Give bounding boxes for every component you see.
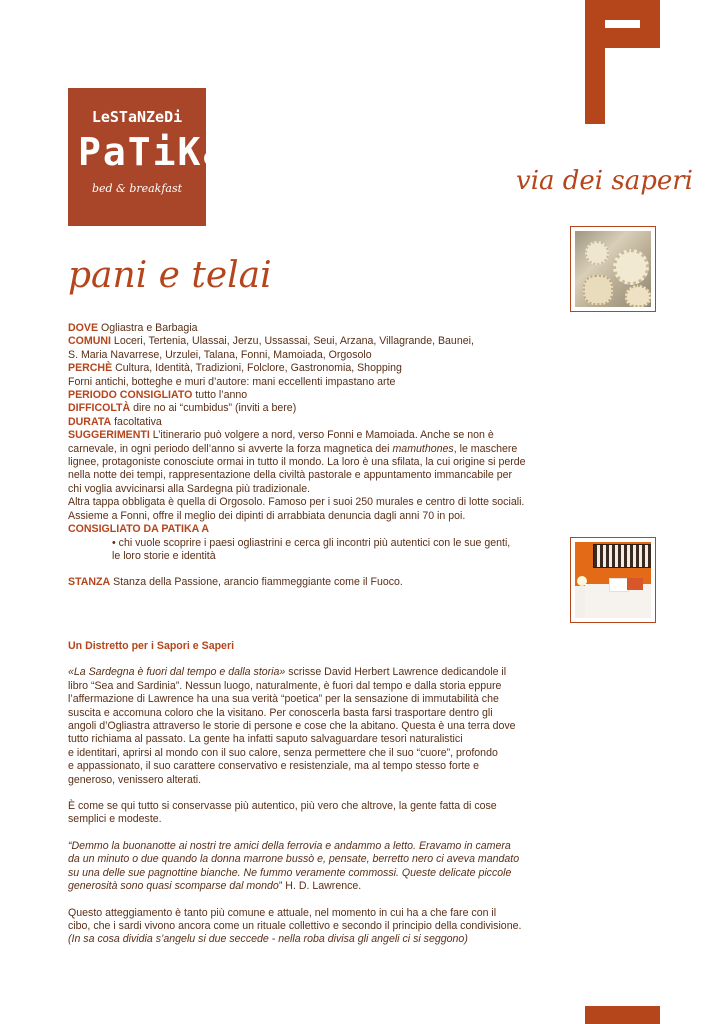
p3-attribution: ” H. D. Lawrence.: [278, 880, 362, 893]
p1-line-2: libro “Sea and Sardinia”. Nessun luogo, naturalmente, è fuori dal tempo e dalla storia eppure: [68, 679, 502, 692]
p4-line-2: cibo, che i sardi vivono ancora come un rituale collettivo e secondo il principio della condivisione.: [68, 919, 522, 932]
corner-decoration-top: [585, 0, 660, 124]
mamuthones-term: mamuthones: [392, 442, 454, 455]
article-paragraph-2: [68, 800, 538, 827]
p1-line-8: e appassionato, il suo carattere conservativo e resistenziale, ma al tempo stesso forte e: [68, 760, 480, 773]
stanza-line: [68, 576, 568, 589]
durata-value: facoltativa: [114, 415, 162, 428]
perche-value-1: Cultura, Identità, Tradizioni, Folclore, Gastronomia, Shopping: [115, 362, 402, 375]
p3-line-1: “Demmo la buonanotte ai nostri tre amici della ferrovia e andammo a letto. Eravamo in camera: [68, 839, 511, 852]
dove-line: [68, 322, 568, 335]
suggerimenti-1: L’itinerario può volgere a nord, verso Fonni e Mamoiada. Anche se non è: [152, 429, 494, 442]
difficolta-value: dire no ai “cumbidus” (inviti a bere): [133, 402, 297, 415]
page-title: pani e telai: [68, 255, 272, 296]
dove-label: DOVE: [68, 322, 99, 334]
p1-line-6: tutto richiama al passato. La gente ha infatti saputo salvaguardare tesori naturalistici: [68, 733, 463, 746]
stanza-label: STANZA: [68, 576, 111, 589]
comuni-value-2: S. Maria Navarrese, Urzulei, Talana, Fonni, Mamoiada, Orgosolo: [68, 348, 372, 361]
suggerimenti-2: [68, 443, 568, 456]
p4-line-1: Questo atteggiamento è tanto più comune e attuale, nel momento in cui ha a che fare con il: [68, 906, 497, 919]
comuni-line: [68, 335, 568, 348]
p1-line-3: l’affermazione di Lawrence ha una sua verità “poetica” per la sensazione di immutabilità che: [68, 693, 499, 706]
durata-line: [68, 416, 568, 429]
suggerimenti-2c: , le maschere: [453, 442, 518, 455]
suggerimenti-3: lignee, protagoniste conosciute ormai in tutto il mondo. La loro è una sfilata, la cui origine si perde: [68, 456, 526, 469]
p1-line-1: scrisse David Herbert Lawrence dedicandole il: [285, 666, 507, 679]
section-tag: via dei saperi: [516, 166, 693, 196]
logo-line-1: LeSTaNZeDi: [91, 108, 183, 126]
p1-line-9: generoso, venissero alterati.: [68, 773, 202, 786]
comuni-label: COMUNI: [68, 335, 111, 348]
p1-line-7: e identitari, aprirsi al mondo con il suo calore, senza permettere che il suo “cuore”, profondo: [68, 746, 498, 759]
article-heading: Un Distretto per i Sapori e Saperi: [68, 640, 235, 652]
bread-photo: [570, 226, 656, 312]
suggerimenti-2a: carnevale, in ogni periodo dell’anno si avverte la forza magnetica dei: [68, 442, 393, 455]
p2-line-1: È come se qui tutto si conservasse più autentico, più vero che altrove, la gente fatta di cose: [68, 800, 497, 813]
p1-line-5: angoli d’Ogliastra attraverso le storie di persone e cose che la abitano. Questa è una terra dove: [68, 720, 516, 733]
suggerimenti-line: [68, 429, 568, 442]
perche-line: [68, 362, 568, 375]
dove-value: Ogliastra e Barbagia: [100, 322, 198, 334]
perche-label: PERCHÈ: [68, 362, 113, 375]
suggerimenti-4: nella notte dei tempi, rappresentazione della civiltà pastorale e appuntamento immancabile per: [68, 469, 513, 482]
consigliato-label: CONSIGLIATO DA PATIKA A: [68, 523, 210, 536]
p3-line-4: generosità sono quasi scomparse dal mondo: [68, 880, 279, 893]
article-paragraph-3: [68, 840, 538, 894]
corner-decoration-bottom: [585, 1006, 660, 1024]
logo: [68, 88, 228, 226]
lawrence-quote: «La Sardegna è fuori dal tempo e dalla storia»: [68, 666, 286, 679]
suggerimenti-6: Altra tappa obbligata è quella di Orgosolo. Famoso per i suoi 250 murales e centro di lotte sociali.: [68, 496, 525, 509]
logo-line-3: bed & breakfast: [91, 182, 183, 195]
article: [68, 640, 538, 960]
perche-value-2: Forni antichi, botteghe e muri d’autore: mani eccellenti impastano arte: [68, 375, 396, 388]
durata-label: DURATA: [68, 415, 112, 428]
suggerimenti-7: Assieme a Fonni, offre il meglio dei dipinti di arrabbiata denuncia dagli anni 70 in poi.: [68, 509, 466, 522]
consigliato-item-2: le loro storie e identità: [112, 549, 216, 562]
info-block: [68, 322, 568, 590]
article-paragraph-1: [68, 666, 538, 787]
suggerimenti-label: SUGGERIMENTI: [68, 429, 150, 442]
logo-line-2: PaTiKa: [78, 130, 228, 174]
difficolta-label: DIFFICOLTÀ: [68, 402, 131, 415]
article-paragraph-4: [68, 907, 538, 947]
stanza-value: Stanza della Passione, arancio fiammeggiante come il Fuoco.: [113, 576, 403, 589]
p3-line-3: su una delle sue pagnottine bianche. Ne fummo veramente commossi. Queste delicate piccole: [68, 866, 512, 879]
p2-line-2: semplici e modeste.: [68, 813, 162, 826]
p4-line-3: (In sa cosa dividia s’angelu si due seccede - nella roba divisa gli angeli ci si seggono): [68, 933, 468, 946]
p3-line-2: da un minuto o due quando la donna marrone bussò e, pensate, berretto nero ci aveva mandato: [68, 853, 520, 866]
periodo-value: tutto l’anno: [195, 389, 248, 402]
comuni-value-1: Loceri, Tertenia, Ulassai, Jerzu, Ussassai, Seui, Arzana, Villagrande, Baunei,: [113, 335, 474, 348]
difficolta-line: [68, 402, 568, 415]
p1-line-4: suscita e accomuna coloro che la visitano. Per conoscerla basta farsi trasportare dentro gli: [68, 706, 493, 719]
suggerimenti-5: chi voglia avvicinarsi alla Sardegna più tradizionale.: [68, 482, 311, 495]
periodo-line: [68, 389, 568, 402]
room-photo: [570, 537, 656, 623]
consigliato-item-1: • chi vuole scoprire i paesi ogliastrini e cerca gli incontri più autentici con le sue genti,: [112, 536, 511, 549]
periodo-label: PERIODO CONSIGLIATO: [68, 389, 193, 402]
